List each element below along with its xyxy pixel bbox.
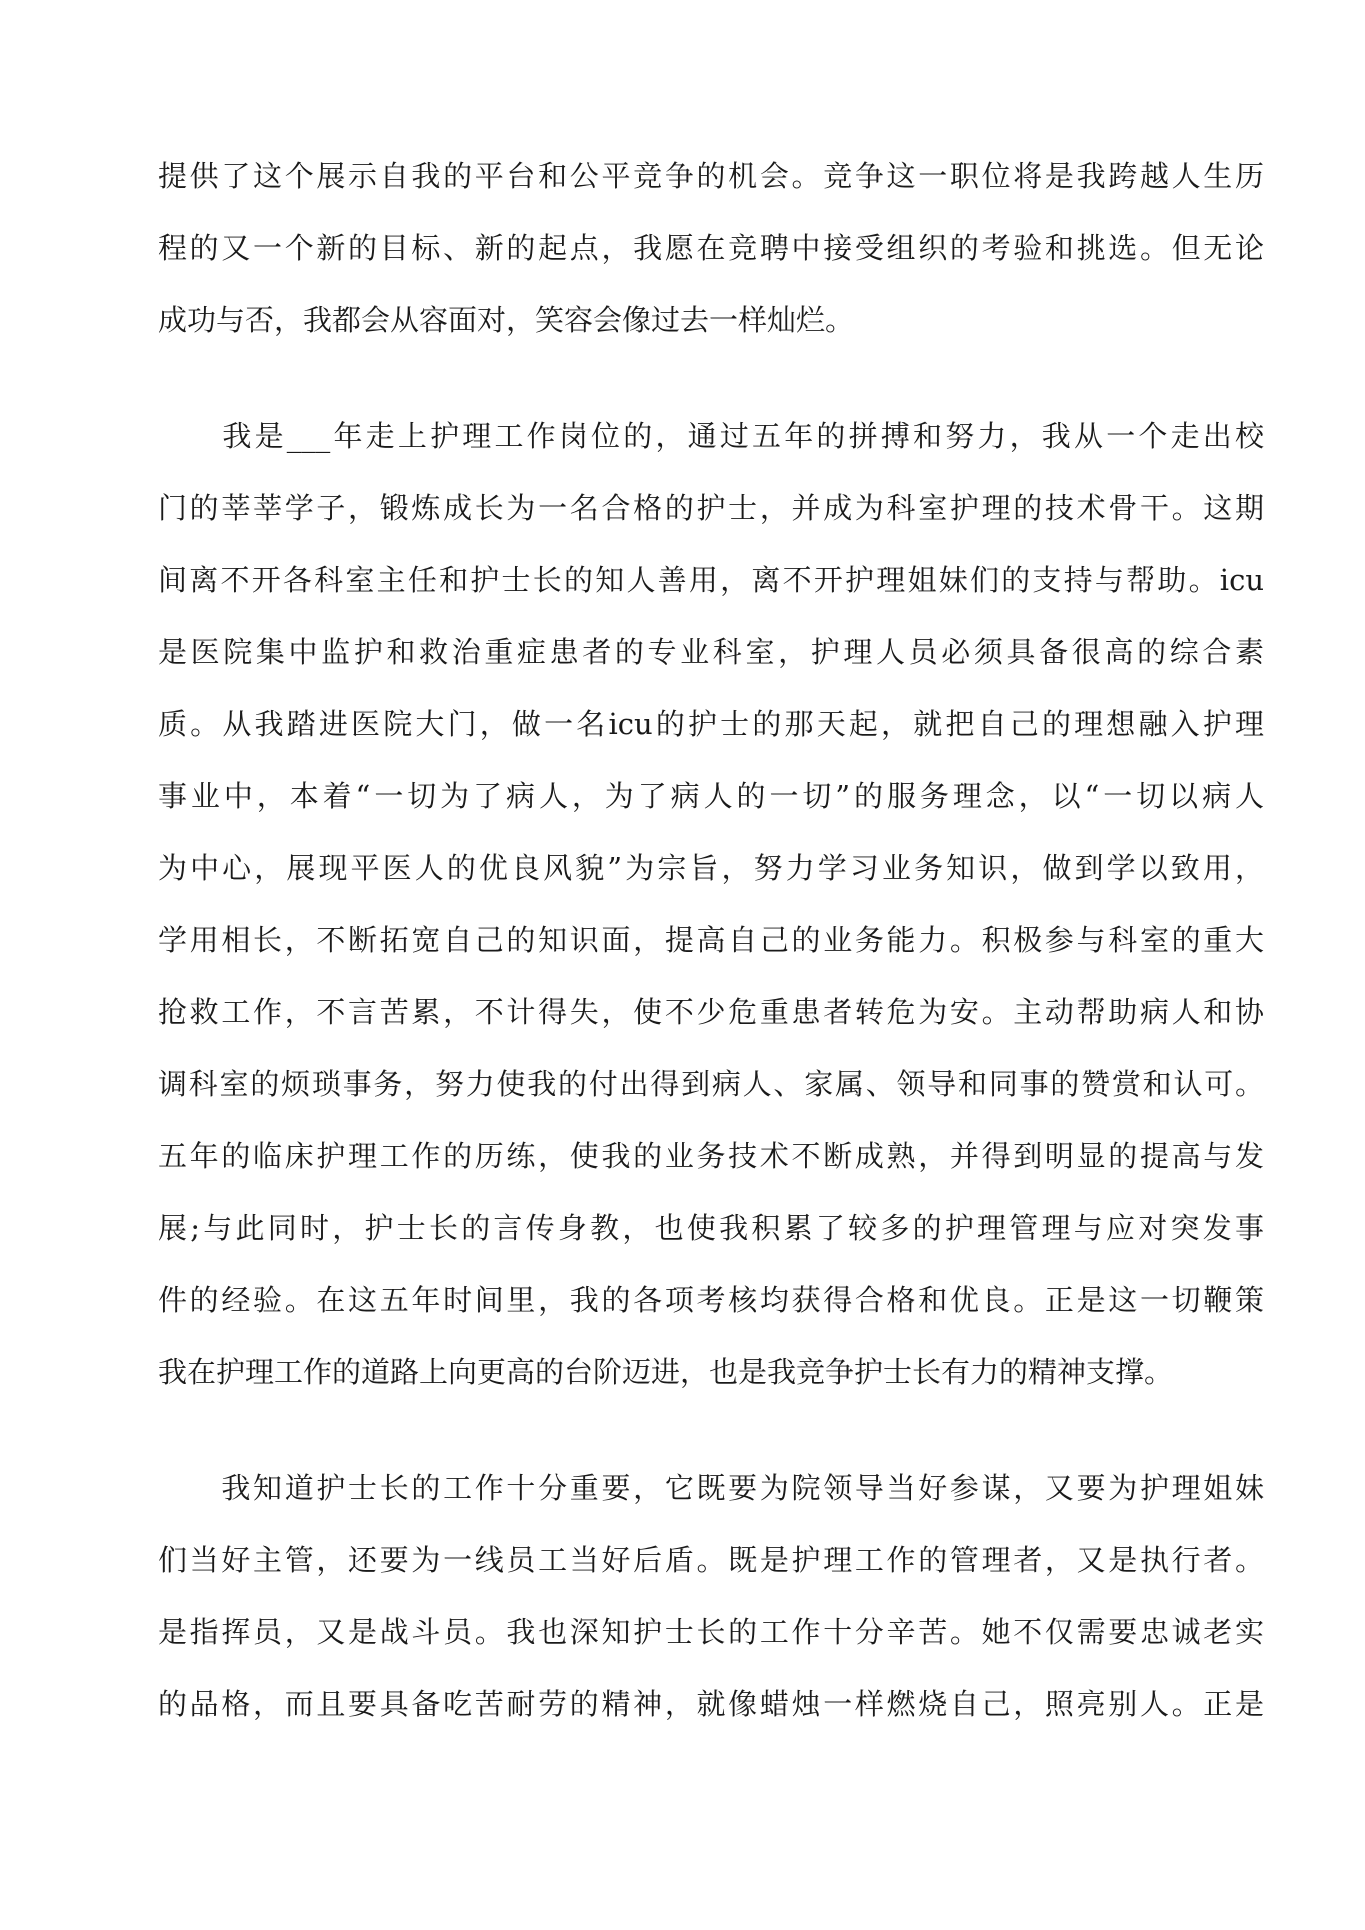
text-line: 我在护理工作的道路上向更高的台阶迈进，也是我竞争护士长有力的精神支撑。 xyxy=(158,1355,1174,1389)
paragraph-2 xyxy=(158,400,1264,1408)
text-line: 是指挥员，又是战斗员。我也深知护士长的工作十分辛苦。她不仅需要忠诚老实 xyxy=(158,1615,1264,1649)
document-body xyxy=(158,140,1264,1740)
text-line: 程的又一个新的目标、新的起点，我愿在竞聘中接受组织的考验和挑选。但无论 xyxy=(158,231,1264,265)
text-line: 事业中，本着“一切为了病人，为了病人的一切”的服务理念，以“一切以病人 xyxy=(158,779,1264,813)
text-line: 我知道护士长的工作十分重要，它既要为院领导当好参谋，又要为护理姐妹 xyxy=(158,1471,1264,1505)
paragraph-spacer xyxy=(158,1408,1264,1452)
text-line: 学用相长，不断拓宽自己的知识面，提高自己的业务能力。积极参与科室的重大 xyxy=(158,923,1264,957)
text-line: 我是___年走上护理工作岗位的，通过五年的拼搏和努力，我从一个走出校 xyxy=(158,419,1264,453)
paragraph-spacer xyxy=(158,356,1264,400)
text-line: 成功与否，我都会从容面对，笑容会像过去一样灿烂。 xyxy=(158,303,855,337)
text-line: 调科室的烦琐事务，努力使我的付出得到病人、家属、领导和同事的赞赏和认可。 xyxy=(158,1067,1264,1101)
paragraph-1 xyxy=(158,140,1264,356)
text-line: 的品格，而且要具备吃苦耐劳的精神，就像蜡烛一样燃烧自己，照亮别人。正是 xyxy=(158,1687,1264,1721)
text-line: 们当好主管，还要为一线员工当好后盾。既是护理工作的管理者，又是执行者。 xyxy=(158,1543,1264,1577)
text-line: 质。从我踏进医院大门，做一名icu的护士的那天起，就把自己的理想融入护理 xyxy=(158,707,1264,741)
text-line: 抢救工作，不言苦累，不计得失，使不少危重患者转危为安。主动帮助病人和协 xyxy=(158,995,1264,1029)
text-line: 展;与此同时，护士长的言传身教，也使我积累了较多的护理管理与应对突发事 xyxy=(158,1211,1264,1245)
text-line: 件的经验。在这五年时间里，我的各项考核均获得合格和优良。正是这一切鞭策 xyxy=(158,1283,1264,1317)
text-line: 为中心，展现平医人的优良风貌”为宗旨，努力学习业务知识，做到学以致用， xyxy=(158,851,1264,885)
text-line: 提供了这个展示自我的平台和公平竞争的机会。竞争这一职位将是我跨越人生历 xyxy=(158,159,1264,193)
text-line: 五年的临床护理工作的历练，使我的业务技术不断成熟，并得到明显的提高与发 xyxy=(158,1139,1264,1173)
text-line: 门的莘莘学子，锻炼成长为一名合格的护士，并成为科室护理的技术骨干。这期 xyxy=(158,491,1264,525)
text-line: 是医院集中监护和救治重症患者的专业科室，护理人员必须具备很高的综合素 xyxy=(158,635,1264,669)
text-line: 间离不开各科室主任和护士长的知人善用，离不开护理姐妹们的支持与帮助。icu xyxy=(158,563,1264,597)
paragraph-3 xyxy=(158,1452,1264,1740)
